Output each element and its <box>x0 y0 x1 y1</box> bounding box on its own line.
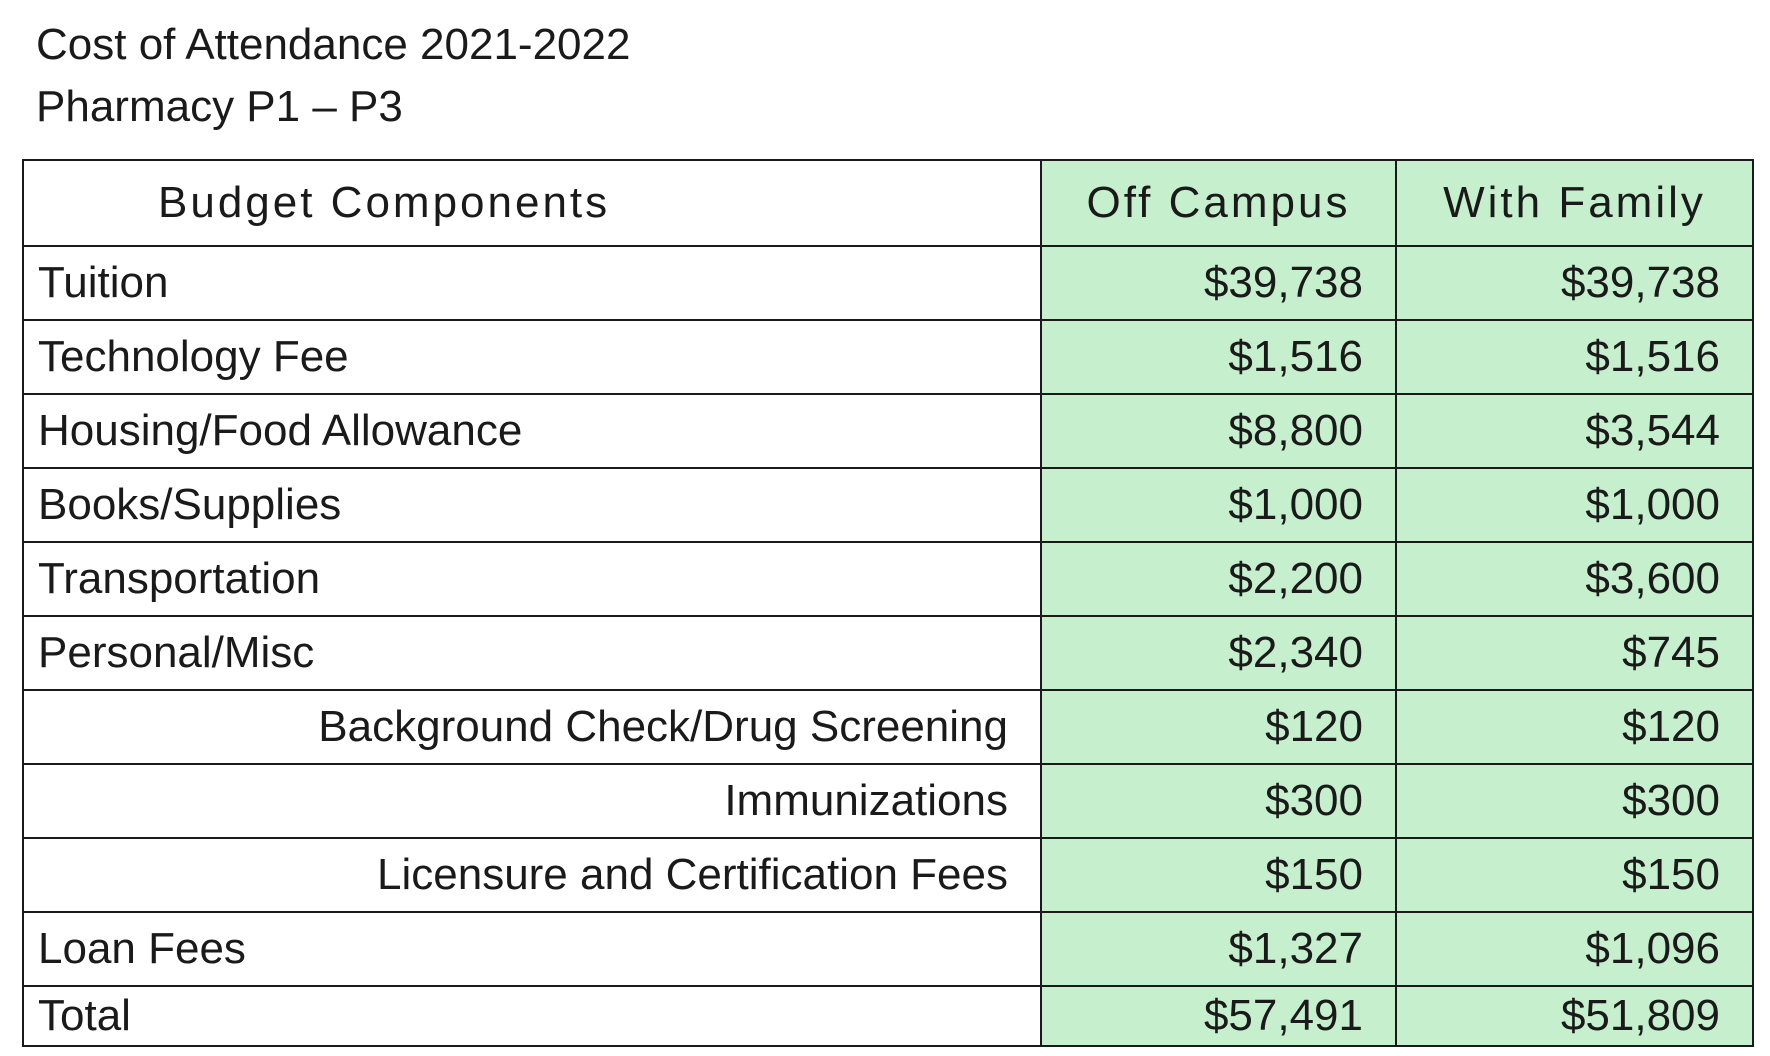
table-row <box>23 542 1753 616</box>
table-row <box>23 912 1753 986</box>
document-title: Cost of Attendance 2021-2022 <box>36 20 631 69</box>
cost-of-attendance-table <box>22 159 1754 1047</box>
table-row <box>23 690 1753 764</box>
table-row <box>23 246 1753 320</box>
off-campus-value: $1,000 <box>1041 468 1396 542</box>
with-family-value: $120 <box>1396 690 1753 764</box>
with-family-value: $3,600 <box>1396 542 1753 616</box>
table-row <box>23 320 1753 394</box>
off-campus-value: $2,200 <box>1041 542 1396 616</box>
table-header-row <box>23 160 1753 246</box>
row-label: Total <box>23 986 1041 1046</box>
row-label: Licensure and Certification Fees <box>23 838 1041 912</box>
with-family-total: $51,809 <box>1396 986 1753 1046</box>
total-row <box>23 986 1753 1046</box>
header-off-campus: Off Campus <box>1041 160 1396 246</box>
table-row <box>23 616 1753 690</box>
off-campus-value: $8,800 <box>1041 394 1396 468</box>
with-family-value: $745 <box>1396 616 1753 690</box>
row-label: Personal/Misc <box>23 616 1041 690</box>
off-campus-value: $300 <box>1041 764 1396 838</box>
header-budget-components: Budget Components <box>23 160 1041 246</box>
row-label: Tuition <box>23 246 1041 320</box>
with-family-value: $300 <box>1396 764 1753 838</box>
with-family-value: $150 <box>1396 838 1753 912</box>
with-family-value: $3,544 <box>1396 394 1753 468</box>
row-label: Background Check/Drug Screening <box>23 690 1041 764</box>
document-subtitle: Pharmacy P1 – P3 <box>36 82 403 131</box>
table-row <box>23 394 1753 468</box>
table-row <box>23 838 1753 912</box>
row-label: Housing/Food Allowance <box>23 394 1041 468</box>
row-label: Technology Fee <box>23 320 1041 394</box>
row-label: Transportation <box>23 542 1041 616</box>
with-family-value: $39,738 <box>1396 246 1753 320</box>
off-campus-value: $1,327 <box>1041 912 1396 986</box>
off-campus-value: $120 <box>1041 690 1396 764</box>
off-campus-value: $150 <box>1041 838 1396 912</box>
off-campus-value: $39,738 <box>1041 246 1396 320</box>
row-label: Immunizations <box>23 764 1041 838</box>
table-row <box>23 468 1753 542</box>
row-label: Loan Fees <box>23 912 1041 986</box>
table-row <box>23 764 1753 838</box>
off-campus-total: $57,491 <box>1041 986 1396 1046</box>
with-family-value: $1,096 <box>1396 912 1753 986</box>
with-family-value: $1,516 <box>1396 320 1753 394</box>
header-with-family: With Family <box>1396 160 1753 246</box>
document-heading <box>36 14 630 138</box>
with-family-value: $1,000 <box>1396 468 1753 542</box>
row-label: Books/Supplies <box>23 468 1041 542</box>
off-campus-value: $2,340 <box>1041 616 1396 690</box>
off-campus-value: $1,516 <box>1041 320 1396 394</box>
